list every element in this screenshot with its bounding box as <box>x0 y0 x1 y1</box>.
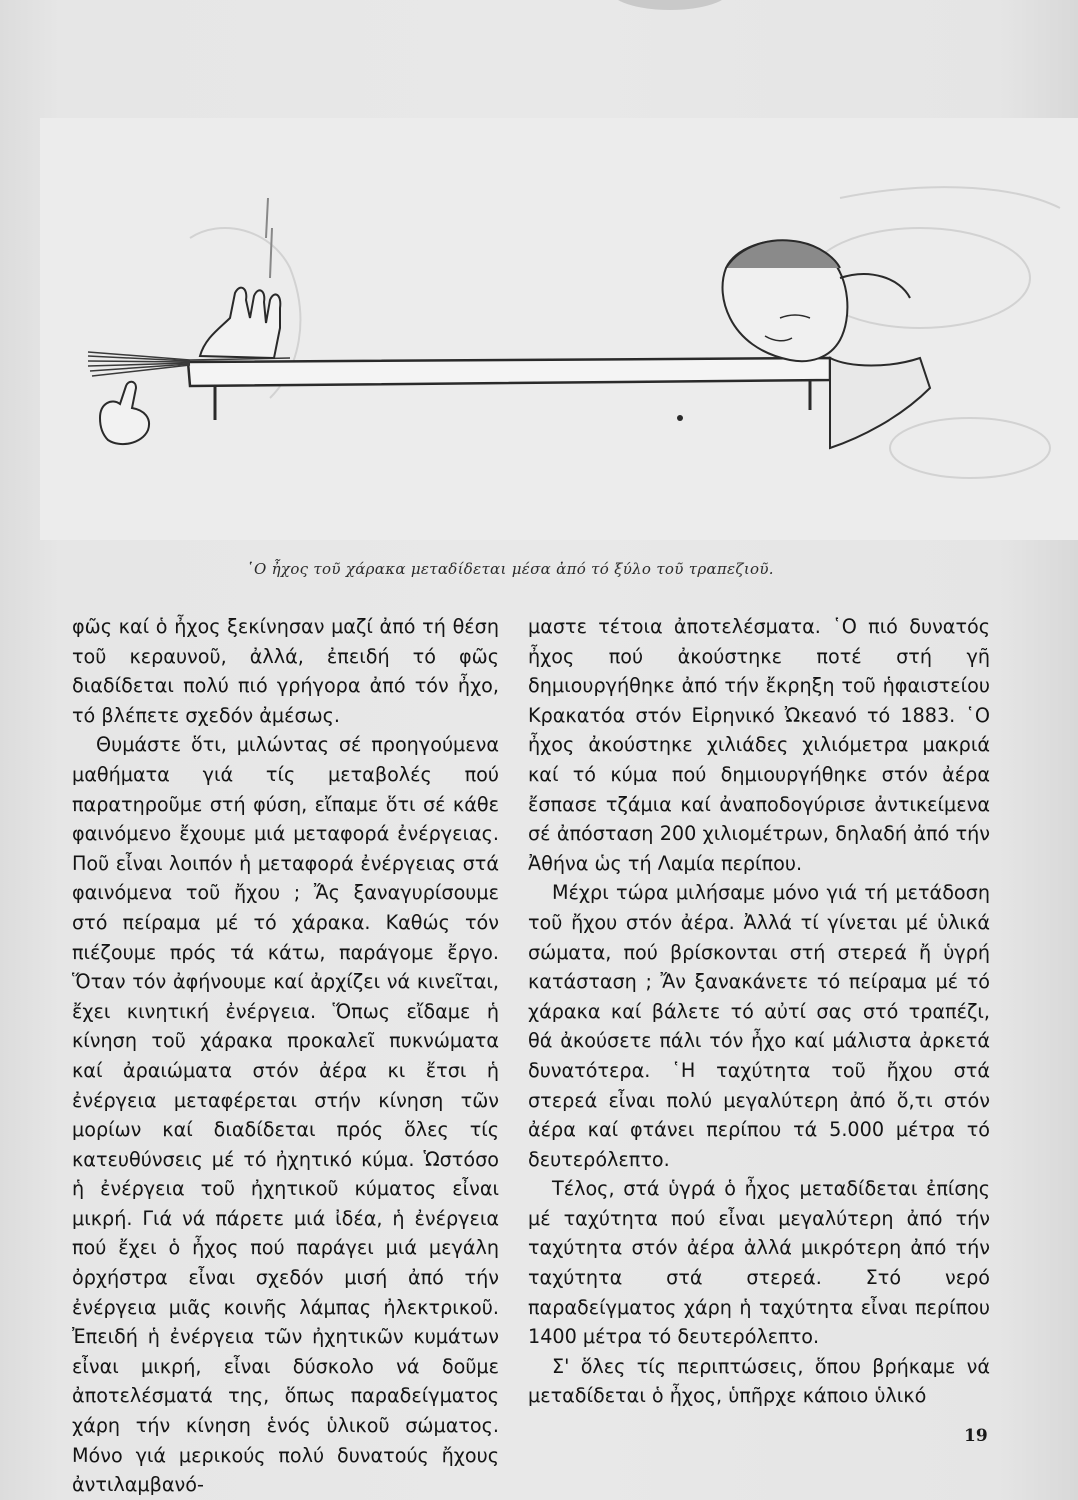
plucking-hand <box>100 382 149 444</box>
paragraph: Μέχρι τώρα μιλήσαμε μόνο γιά τή μετάδοση τοῦ ἤχου στόν ἀέρα. Ἀλλά τί γίνεται μέ ὑλικά σώματα, πού βρίσκονται στή στερεά ἤ ὑγρή κατάσταση ; Ἄν ξανακάνετε τό πείραμα μέ τό χάρακα καί βάλετε τό αὐτί σας στό τραπέζι, θά ἀκούσετε πάλι τόν ἦχο καί μάλιστα ἀρκετά δυνατότερα. ῾Η ταχύτητα τοῦ ἤχου στά στερεά εἶναι πολύ μεγαλύτερη ἀπό ὅ,τι στόν ἀέρα καί φτάνει περίπου τά 5.000 μέτρα τό δευτερόλεπτο. <box>528 881 990 1171</box>
table <box>188 358 830 420</box>
paragraph: Θυμάστε ὅτι, μιλώντας σέ προηγούμενα μαθήματα γιά τίς μεταβολές πού παρατηροῦμε στή φύση, εἴπαμε ὅτι σέ κάθε φαινόμενο ἔχουμε μιά μεταφορά ἐνέργειας. Ποῦ εἶναι λοιπόν ἡ μεταφορά ἐνέργειας στά φαινόμενα τοῦ ἤχου ; Ἄς ξαναγυρίσουμε στό πείραμα μέ τό χάρακα. Καθώς τόν πιέζουμε πρός τά κάτω, παράγομε ἔργο. Ὅταν τόν ἀφήνουμε καί ἀρχίζει νά κινεῖται, ἔχει κινητική ἐνέργεια. Ὅπως εἴδαμε ἡ κίνηση τοῦ χάρακα προκαλεῖ πυκνώματα καί ἀραιώματα στόν ἀέρα κι ἔτσι ἡ ἐνέργεια μεταφέρεται στήν κίνηση τῶν μορίων καί διαδίδεται πρός ὅλες τίς κατευθύνσεις μέ τό ἠχητικό κύμα. Ὡστόσο ἡ ἐνέργεια τοῦ ἠχητικοῦ κύματος εἶναι μικρή. Γιά νά πάρετε μιά ἰδέα, ἡ ἐνέργεια πού ἔχει ὁ ἦχος πού παράγει μιά μεγάλη ὀρχήστρα εἶναι σχεδόν μισή ἀπό τήν ἐνέργεια μιᾶς κοινῆς λάμπας ἠλεκτρικοῦ. Ἐπειδή ἡ ἐνέργεια τῶν ἠχητικῶν κυμάτων εἶναι μικρή, εἶναι δύσκολο νά δοῦμε ἀποτελέσματά της, ὅπως παραδείγματος χάρη τήν κίνηση ἑνός ὑλικοῦ σώματος. Μόνο γιά μερικούς πολύ δυνατούς ἤχους ἀντιλαμβανό- <box>72 733 499 1497</box>
paragraph: Τέλος, στά ὑγρά ὁ ἦχος μεταδίδεται ἐπίσης μέ ταχύτητα πού εἶναι μεγαλύτερη ἀπό τήν ταχύτητα στόν ἀέρα ἀλλά μικρότερη ἀπό τήν ταχύτητα στά στερεά. Στό νερό παραδείγματος χάρη ἡ ταχύτητα εἶναι περίπου 1400 μέτρα τό δευτερόλεπτο. <box>528 1177 990 1349</box>
boy-listening <box>723 240 930 448</box>
paragraph: φῶς καί ὁ ἦχος ξεκίνησαν μαζί ἀπό τή θέση τοῦ κεραυνοῦ, ἀλλά, ἐπειδή τό φῶς διαδίδεται πολύ πιό γρήγορα ἀπό τόν ἦχο, τό βλέπετε σχεδόν ἀμέσως. <box>72 615 499 727</box>
left-column <box>72 612 499 1500</box>
pressing-hand <box>200 198 280 358</box>
figure-caption: ῾Ο ἦχος τοῦ χάρακα μεταδίδεται μέσα ἀπό τό ξύλο τοῦ τραπεζιοῦ. <box>246 560 774 578</box>
page-number: 19 <box>964 1426 988 1446</box>
table-ruler-drawing <box>40 118 1078 540</box>
paragraph: Σ' ὅλες τίς περιπτώσεις, ὅπου βρήκαμε νά μεταδίδεται ὁ ἦχος, ὑπῆρχε κάποιο ὑλικό <box>528 1354 990 1408</box>
pin <box>677 415 683 421</box>
right-column <box>528 612 990 1411</box>
illustration <box>40 118 1078 540</box>
paragraph: μαστε τέτοια ἀποτελέσματα. ῾Ο πιό δυνατός ἦχος πού ἀκούστηκε ποτέ στή γῆ δημιουργήθηκε ἀπό τήν ἔκρηξη τοῦ ἡφαιστείου Κρακατόα στόν Εἰρηνικό Ὠκεανό τό 1883. ῾Ο ἦχος ἀκούστηκε χιλιάδες χιλιόμετρα μακριά καί τό κύμα πού δημιουργήθηκε στόν ἀέρα ἔσπασε τζάμια καί ἀναποδογύρισε ἀντικείμενα σέ ἀπόσταση 200 χιλιομέτρων, δηλαδή ἀπό τήν Ἀθήνα ὡς τή Λαμία περίπου. <box>528 615 990 875</box>
